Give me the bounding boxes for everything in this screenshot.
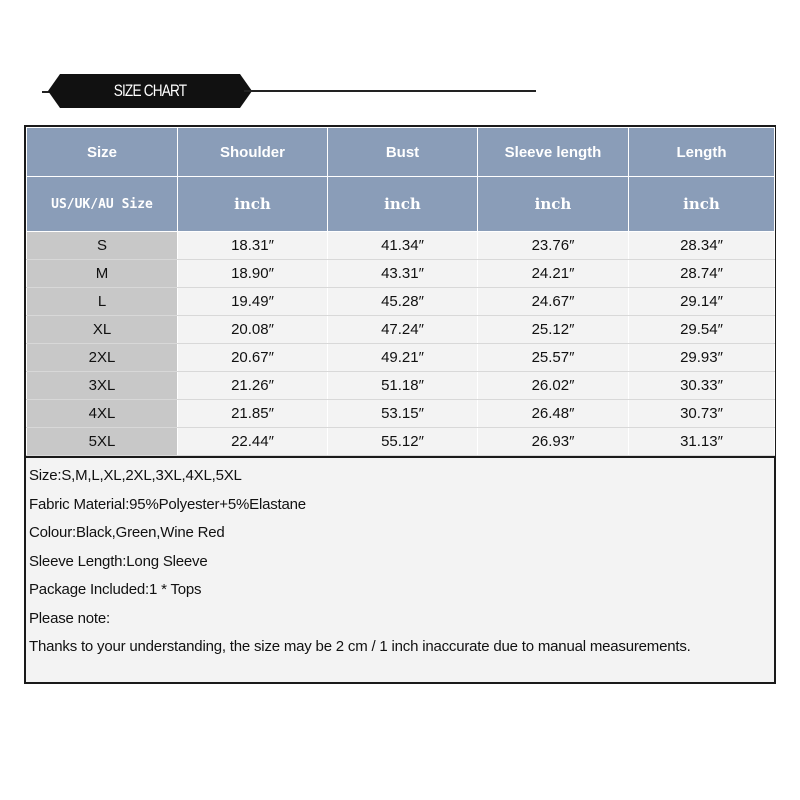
bust-cell: 55.12″ [328,428,478,456]
banner-rule [244,90,536,92]
note-fabric: Fabric Material:95%Polyester+5%Elastane [29,495,306,513]
size-cell: L [27,288,178,316]
size-cell: S [27,232,178,260]
header-shoulder: Shoulder [178,128,328,177]
size-cell: 5XL [27,428,178,456]
shoulder-cell: 18.31″ [178,232,328,260]
note-colour: Colour:Black,Green,Wine Red [29,524,225,541]
length-cell: 30.33″ [629,372,775,400]
unit-bust: inch [328,177,478,232]
sleeve-cell: 24.21″ [478,260,629,288]
size-cell: 2XL [27,344,178,372]
sleeve-cell: 26.93″ [478,428,629,456]
banner-title: SIZE CHART [113,81,187,100]
sleeve-cell: 26.48″ [478,400,629,428]
length-cell: 29.93″ [629,344,775,372]
bust-cell: 49.21″ [328,344,478,372]
unit-length: inch [629,177,775,232]
banner-tag [60,74,240,108]
size-cell: XL [27,316,178,344]
size-chart-box [24,125,776,684]
note-sizes: Size:S,M,L,XL,2XL,3XL,4XL,5XL [29,467,242,484]
table-row [27,260,775,288]
bust-cell: 43.31″ [328,260,478,288]
bust-cell: 47.24″ [328,316,478,344]
bust-cell: 51.18″ [328,372,478,400]
bust-cell: 45.28″ [328,288,478,316]
unit-shoulder: inch [178,177,328,232]
note-package: Package Included:1 * Tops [29,581,202,598]
shoulder-cell: 20.67″ [178,344,328,372]
length-cell: 31.13″ [629,428,775,456]
table-row [27,428,775,456]
length-cell: 30.73″ [629,400,775,428]
table-row [27,400,775,428]
header-sleeve-length: Sleeve length [478,128,629,177]
sleeve-cell: 25.57″ [478,344,629,372]
shoulder-cell: 22.44″ [178,428,328,456]
unit-size: US/UK/AU Size [27,177,178,232]
shoulder-cell: 21.85″ [178,400,328,428]
unit-sleeve-length: inch [478,177,629,232]
sleeve-cell: 25.12″ [478,316,629,344]
table-row [27,372,775,400]
size-cell: 4XL [27,400,178,428]
header-length: Length [629,128,775,177]
shoulder-cell: 19.49″ [178,288,328,316]
sleeve-cell: 24.67″ [478,288,629,316]
table-row [27,232,775,260]
note-please: Please note: [29,609,110,627]
table-row [27,344,775,372]
sleeve-cell: 23.76″ [478,232,629,260]
sleeve-cell: 26.02″ [478,372,629,400]
length-cell: 28.74″ [629,260,775,288]
header-bust: Bust [328,128,478,177]
size-cell: 3XL [27,372,178,400]
shoulder-cell: 21.26″ [178,372,328,400]
bust-cell: 53.15″ [328,400,478,428]
header-size: Size [27,128,178,177]
size-table [26,127,775,456]
table-row [27,316,775,344]
bust-cell: 41.34″ [328,232,478,260]
table-row [27,288,775,316]
note-disclaimer: Thanks to your understanding, the size may be 2 cm / 1 inch inaccurate due to manual measurements. [29,638,691,655]
size-chart-banner [36,72,556,112]
product-notes [26,456,774,662]
length-cell: 29.14″ [629,288,775,316]
header-row [27,128,775,177]
unit-row [27,177,775,232]
shoulder-cell: 18.90″ [178,260,328,288]
length-cell: 28.34″ [629,232,775,260]
length-cell: 29.54″ [629,316,775,344]
note-sleeve: Sleeve Length:Long Sleeve [29,552,208,570]
size-cell: M [27,260,178,288]
shoulder-cell: 20.08″ [178,316,328,344]
